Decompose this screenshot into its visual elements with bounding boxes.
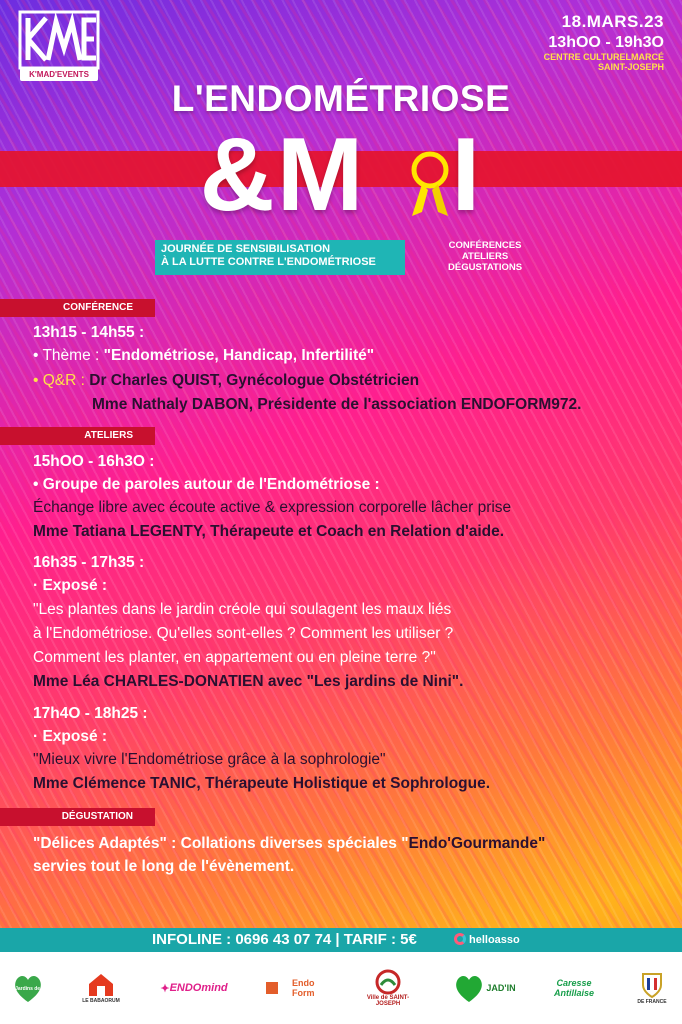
subtitle-line2: À LA LUTTE CONTRE L'ENDOMÉTRIOSE (161, 256, 376, 268)
theme-text: "Endométriose, Handicap, Infertilité" (103, 347, 375, 364)
infoline-text: INFOLINE : 0696 43 07 74 | TARIF : 5€ (152, 931, 417, 948)
event-time: 13hOO - 19h3O (548, 34, 664, 51)
section-label-conference: CONFÉRENCE (0, 299, 155, 317)
atelier2-quote-2: à l'Endométriose. Qu'elles sont-elles ? Comment les utiliser ? (33, 625, 454, 642)
subtitle-line1: JOURNÉE DE SENSIBILISATION (161, 243, 331, 255)
helloasso-logo[interactable] (454, 931, 520, 949)
sponsor-logo (630, 964, 674, 1012)
conference-qa (33, 370, 419, 391)
activity-item: CONFÉRENCES (448, 240, 522, 251)
speaker-2: Mme Nathaly DABON, Présidente de l'association ENDOFORM972. (92, 396, 582, 413)
conference-time: 13h15 - 14h55 : (33, 324, 145, 341)
atelier3-speaker: Mme Clémence TANIC, Thérapeute Holistique et Sophrologue. (33, 775, 491, 792)
atelier3-time: 17h4O - 18h25 : (33, 705, 148, 722)
section-label-degustation: DÉGUSTATION (0, 808, 155, 826)
sponsor-logo (154, 964, 234, 1012)
atelier3-title: · Exposé : (33, 728, 108, 745)
sponsor-logo (358, 964, 418, 1012)
sponsor-name: Les Jardins de Nini (5, 986, 51, 992)
sponsor-name: DE FRANCE (637, 999, 667, 1005)
activity-item: DÉGUSTATIONS (448, 262, 523, 273)
activity-item: ATELIERS (461, 251, 509, 262)
event-venue-line2: SAINT-JOSEPH (597, 62, 664, 72)
sponsor-name: ENDOmind (169, 982, 228, 994)
atelier2-title: · Exposé : (33, 577, 108, 594)
heart-icon (452, 971, 486, 1005)
heart-leaf-icon (5, 971, 51, 1005)
atelier2-time: 16h35 - 17h35 : (33, 554, 145, 571)
subtitle-box (155, 240, 405, 275)
degustation-text: "Délices Adaptés" : Collations diverses spéciales " (33, 835, 409, 852)
date-block (544, 12, 664, 72)
logo-caption: K'MAD'EVENTS (20, 68, 98, 81)
sponsor-name: Caresse Antillaise (553, 978, 594, 998)
sponsor-logo (5, 964, 51, 1012)
qa-prefix: • Q&R : (33, 372, 90, 389)
event-venue-line1: CENTRE CULTURELMARCÉ (543, 52, 664, 62)
square-logo-icon (266, 982, 278, 994)
sponsor-logo (266, 964, 326, 1012)
sponsor-name: JAD'IN (486, 983, 516, 993)
helloasso-label: helloasso (469, 934, 520, 946)
speaker-1: Dr Charles QUIST, Gynécologue Obstétricien (89, 372, 420, 389)
title-line1: L'ENDOMÉTRIOSE (171, 78, 511, 119)
atelier1-time: 15hOO - 16h3O : (33, 453, 155, 470)
atelier1-desc: Échange libre avec écoute active & expression corporelle lâcher prise (33, 499, 512, 516)
city-crest-icon (375, 969, 401, 995)
helloasso-icon (454, 933, 466, 945)
event-date: 18.MARS.23 (561, 12, 664, 31)
sponsor-logo (452, 964, 516, 1012)
activities-list (448, 240, 522, 273)
title-line2-b: I (451, 117, 483, 233)
atelier1-speaker: Mme Tatiana LEGENTY, Thérapeute et Coach en Relation d'aide. (33, 523, 505, 540)
theme-prefix: • Thème : (33, 347, 104, 364)
title-line2-a: &M (199, 117, 366, 233)
title-line2 (0, 117, 682, 233)
house-icon (86, 972, 116, 998)
atelier2-quote-1: "Les plantes dans le jardin créole qui soulagent les maux liés (33, 601, 452, 618)
degustation-line2: servies tout le long de l'évènement. (33, 858, 295, 875)
sponsor-logo (78, 964, 124, 1012)
atelier1-title: • Groupe de paroles autour de l'Endométriose : (33, 476, 380, 493)
sponsor-name: LE BABAORUM (82, 998, 120, 1004)
conference-theme (33, 345, 374, 366)
degustation-highlight: Endo'Gourmande" (408, 835, 546, 852)
section-label-ateliers: ATELIERS (0, 427, 155, 445)
atelier2-quote-3: Comment les planter, en appartement ou en pleine terre ?" (33, 649, 436, 666)
shield-icon (640, 971, 664, 999)
sponsor-name: Endo Form (292, 978, 315, 998)
sponsor-strip (0, 952, 682, 1024)
sponsor-logo (546, 964, 602, 1012)
ribbon-icon: ✦ (160, 982, 170, 995)
sponsor-name: Ville de SAINT-JOSEPH (366, 995, 410, 1007)
atelier2-speaker: Mme Léa CHARLES-DONATIEN avec "Les jardins de Nini". (33, 673, 464, 690)
atelier3-quote: "Mieux vivre l'Endométriose grâce à la sophrologie" (33, 751, 386, 768)
yellow-ribbon-icon (408, 140, 452, 220)
degustation-line1 (33, 833, 545, 854)
